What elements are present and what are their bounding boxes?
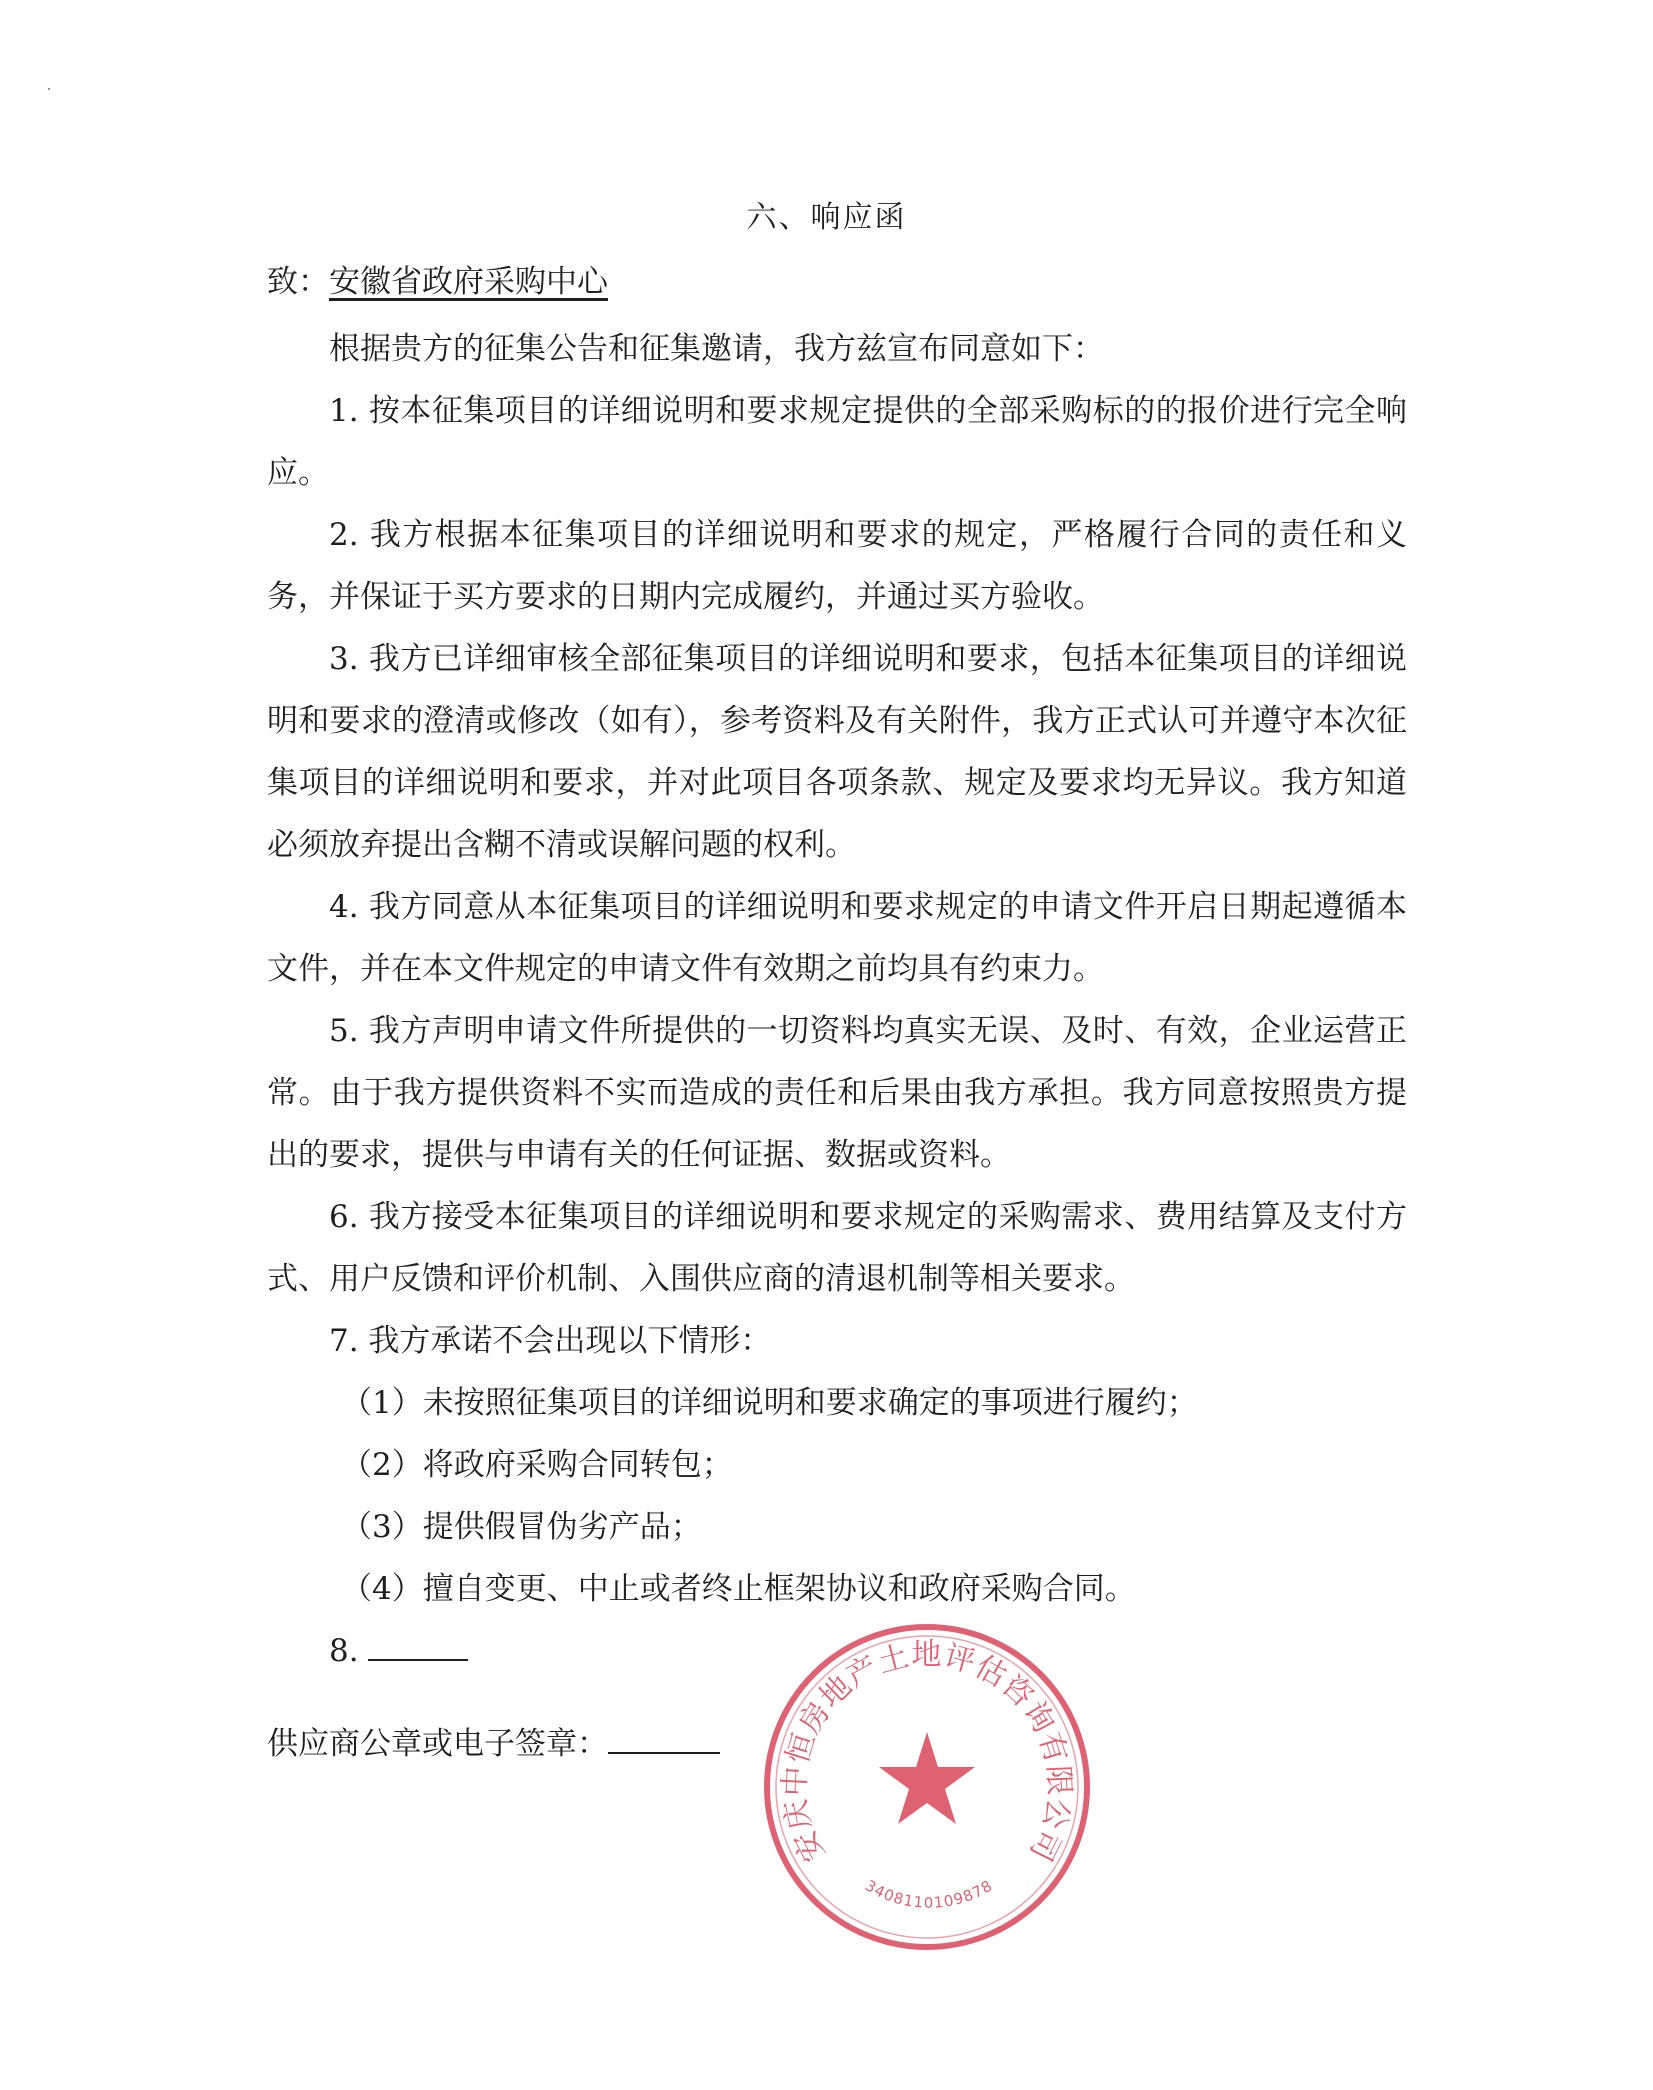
sub-item-1: （1）未按照征集项目的详细说明和要求确定的事项进行履约；	[341, 1385, 1198, 1421]
sub-item-3: （3）提供假冒伪劣产品；	[341, 1509, 702, 1545]
item-8-blank	[368, 1633, 468, 1661]
document-title: 六、响应函	[746, 200, 907, 235]
signature-label: 供应商公章或电子签章：	[267, 1726, 608, 1762]
paragraph-item-2: 2. 我方根据本征集项目的详细说明和要求的规定，严格履行合同的责任和义务，并保证于买方要求的日期内完成履约，并通过买方验收。	[267, 517, 1407, 615]
seal-code: 3408110109878	[861, 1876, 997, 1912]
paragraph-intro: 根据贵方的征集公告和征集邀请，我方兹宣布同意如下：	[329, 331, 1104, 367]
sub-item-4: （4）擅自变更、中止或者终止框架协议和政府采购合同。	[341, 1571, 1136, 1607]
signature-line	[267, 1718, 720, 1763]
signature-blank	[608, 1726, 720, 1754]
paragraph-item-6: 6. 我方接受本征集项目的详细说明和要求规定的采购需求、费用结算及支付方式、用户反馈和评价机制、入围供应商的清退机制等相关要求。	[267, 1199, 1407, 1297]
sub-item-2: （2）将政府采购合同转包；	[341, 1447, 733, 1483]
item-8-label: 8.	[329, 1633, 359, 1669]
paragraph-item-3: 3. 我方已详细审核全部征集项目的详细说明和要求，包括本征集项目的详细说明和要求的澄清或修改（如有），参考资料及有关附件，我方正式认可并遵守本次征集项目的详细说明和要求，并对此项目各项条款、规定及要求均无异议。我方知道必须放弃提出含糊不清或误解问题的权利。	[267, 641, 1407, 863]
paragraph-item-7: 7. 我方承诺不会出现以下情形：	[329, 1323, 772, 1359]
letter-body	[267, 318, 1407, 1682]
paragraph-item-4: 4. 我方同意从本征集项目的详细说明和要求规定的申请文件开启日期起遵循本文件，并在本文件规定的申请文件有效期之前均具有约束力。	[267, 889, 1407, 987]
seal-star-icon	[879, 1732, 975, 1824]
paragraph-item-5: 5. 我方声明申请文件所提供的一切资料均真实无误、及时、有效，企业运营正常。由于我方提供资料不实而造成的责任和后果由我方承担。我方同意按照贵方提出的要求，提供与申请有关的任何证据、数据或资料。	[267, 1013, 1407, 1173]
seal-company-name: 安庆中恒房地产土地评估咨询有限公司	[777, 1637, 1077, 1868]
paragraph-item-1: 1. 按本征集项目的详细说明和要求规定提供的全部采购标的的报价进行完全响应。	[267, 393, 1407, 491]
addressee-line	[267, 256, 608, 301]
addressee-prefix: 致：	[267, 264, 329, 300]
company-seal	[762, 1622, 1092, 1952]
addressee-name: 安徽省政府采购中心	[329, 264, 608, 300]
scan-speck	[48, 88, 50, 90]
